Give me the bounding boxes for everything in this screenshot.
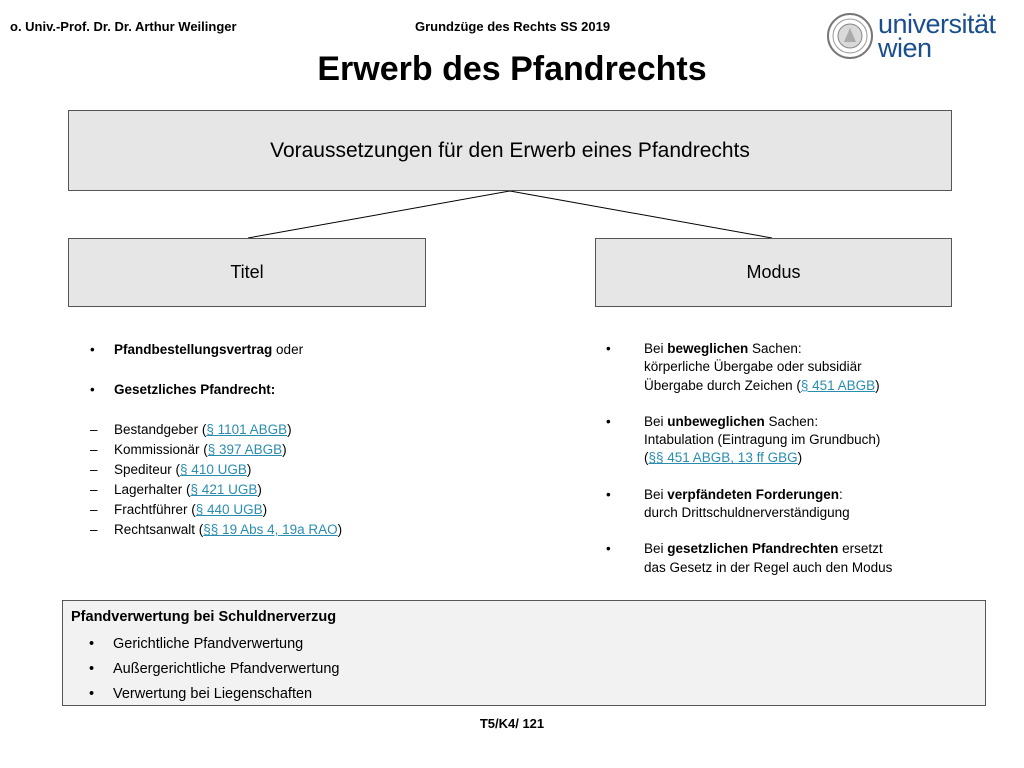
- item-text: Kommissionär (: [114, 442, 208, 457]
- list-item: – Spediteur (§ 410 UGB): [90, 462, 252, 477]
- item-text: Spediteur (: [114, 462, 181, 477]
- list-item: • Bei gesetzlichen Pfandrechten ersetzt das Gesetz in der Regel auch den Modus: [606, 541, 893, 575]
- item-text: ): [875, 377, 880, 393]
- item-text: Lagerhalter (: [114, 482, 191, 497]
- titel-box: [68, 238, 426, 307]
- verwertung-list: [89, 632, 339, 707]
- verwertung-box: [62, 600, 986, 706]
- list-item: • Bei unbeweglichen Sachen: Intabulation (Eintragung im Grundbuch) (§§ 451 ABGB, 13 ff GBG): [606, 413, 881, 466]
- item-text: durch Drittschuldnerverständigung: [644, 505, 850, 521]
- item-text: (: [644, 450, 649, 466]
- law-link[interactable]: § 451 ABGB: [800, 377, 876, 393]
- page-title: Erwerb des Pfandrechts: [317, 50, 707, 88]
- titel-box-label: Titel: [230, 262, 264, 282]
- list-item: – Kommissionär (§ 397 ABGB): [90, 442, 287, 457]
- item-text: Bei: [644, 341, 668, 356]
- law-link[interactable]: § 440 UGB: [195, 502, 263, 517]
- list-item: • Verwertung bei Liegenschaften: [89, 686, 313, 702]
- list-item: – Frachtführer (§ 440 UGB): [90, 502, 268, 517]
- law-link[interactable]: § 421 UGB: [190, 482, 258, 497]
- item-strong: unbeweglichen: [667, 413, 765, 429]
- law-link[interactable]: §§ 19 Abs 4, 19a RAO: [203, 522, 338, 537]
- item-text: ): [337, 522, 343, 537]
- item-text: Bei: [644, 541, 668, 557]
- item-strong: gesetzlichen Pfandrechten: [667, 541, 839, 557]
- item-strong: Gesetzliches Pfandrecht:: [114, 382, 276, 397]
- requirements-box: [68, 110, 952, 191]
- slide-number: T5/K4/ 121: [479, 716, 545, 731]
- item-strong: beweglichen: [667, 341, 749, 356]
- list-item: • Außergerichtliche Pfandverwertung: [89, 661, 340, 677]
- item-text: Sachen:: [748, 341, 802, 356]
- author-label: o. Univ.-Prof. Dr. Dr. Arthur Weilinger: [10, 19, 237, 34]
- modus-box: [595, 238, 952, 307]
- course-label: Grundzüge des Rechts SS 2019: [415, 19, 611, 34]
- titel-list: [90, 340, 520, 540]
- item-text: :: [839, 486, 843, 502]
- list-item: • Bei beweglichen Sachen: körperliche Übergabe oder subsidiär Übergabe durch Zeichen (§ 451 ABGB): [606, 341, 880, 393]
- item-text: Verwertung bei Liegenschaften: [113, 686, 313, 702]
- list-item: • Pfandbestellungsvertrag oder: [90, 342, 304, 357]
- item-text: ): [246, 462, 252, 477]
- law-link[interactable]: § 397 ABGB: [207, 442, 283, 457]
- list-item: • Gesetzliches Pfandrecht:: [90, 382, 276, 397]
- logo-text-universitaet: universität: [878, 9, 996, 39]
- item-text: Bestandgeber (: [114, 422, 207, 437]
- item-text: Gerichtliche Pfandverwertung: [113, 636, 304, 652]
- law-link[interactable]: §§ 451 ABGB, 13 ff GBG: [648, 450, 798, 466]
- item-text: Intabulation (Eintragung im Grundbuch): [644, 432, 881, 448]
- verwertung-title: Pfandverwertung bei Schuldnerverzug: [71, 609, 337, 625]
- item-text: körperliche Übergabe oder subsidiär: [644, 359, 862, 375]
- item-text: ): [262, 502, 268, 517]
- list-item: • Gerichtliche Pfandverwertung: [89, 636, 304, 652]
- list-item: – Rechtsanwalt (§§ 19 Abs 4, 19a RAO): [90, 522, 343, 537]
- item-text: Sachen:: [764, 413, 819, 429]
- requirements-box-label: Voraussetzungen für den Erwerb eines Pfandrechts: [270, 138, 750, 162]
- item-text: Rechtsanwalt (: [114, 522, 204, 537]
- item-text: Übergabe durch Zeichen (: [644, 377, 801, 393]
- item-text: ): [257, 482, 262, 497]
- item-strong: verpfändeten Forderungen: [667, 486, 840, 502]
- logo-text-wien: wien: [878, 33, 932, 63]
- item-text: Bei: [644, 413, 668, 429]
- item-text: Außergerichtliche Pfandverwertung: [113, 661, 340, 677]
- modus-box-label: Modus: [746, 262, 801, 282]
- item-text: Frachtführer (: [114, 502, 196, 517]
- item-text: das Gesetz in der Regel auch den Modus: [644, 559, 893, 575]
- item-text: ): [797, 450, 803, 466]
- item-text: Bei: [644, 486, 668, 502]
- law-link[interactable]: § 1101 ABGB: [206, 422, 288, 437]
- item-text: ): [287, 422, 292, 437]
- item-text: oder: [272, 342, 304, 357]
- modus-list: [606, 340, 1006, 577]
- item-text: ersetzt: [838, 541, 883, 557]
- item-strong: Pfandbestellungsvertrag: [114, 342, 273, 357]
- list-item: • Bei verpfändeten Forderungen: durch Drittschuldnerverständigung: [606, 486, 850, 521]
- law-link[interactable]: § 410 UGB: [180, 462, 247, 477]
- item-text: ): [282, 442, 287, 457]
- list-item: – Bestandgeber (§ 1101 ABGB): [90, 422, 292, 437]
- list-item: – Lagerhalter (§ 421 UGB): [90, 482, 262, 497]
